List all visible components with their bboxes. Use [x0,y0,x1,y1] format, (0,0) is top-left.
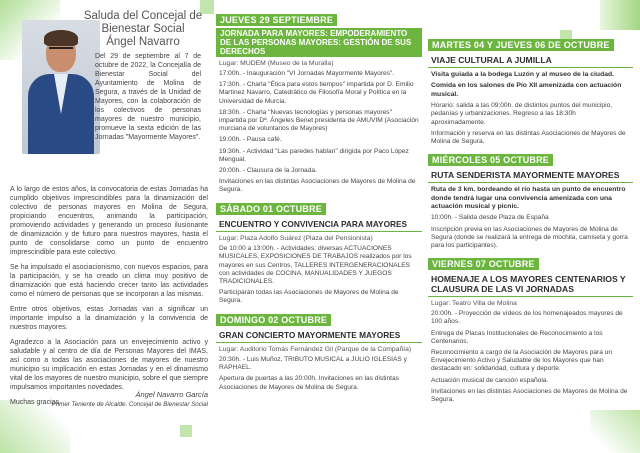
signature [10,390,208,408]
greeting-paragraph: A lo largo de estos años, la convocatoria de estas Jornadas ha cumplido objetivos imprescindibles para la dinamización del colectivo de personas mayores en Molina de Segura, propiciando encuentros, animando la participación, promoviendo actividades y generando un proceso ilusionante de dinamización y de futuro para nuestros mayores, hasta el punto de consolidarse como un punto de encuentro imprescindible para este colectivo. [10,186,208,256]
event-note: Información y reserva en las distintas Asociaciones de Mayores de Molina de Segura. [431,129,626,146]
greeting-paragraph: Se ha impulsado el asociacionismo, con nuevos espacios, para la participación, y se ha creado un clima muy positivo de dinamización que está haciendo crecer tanto las actividades como el número de personas que se incorporan a las mismas. [10,264,208,298]
schedule-item: 19:00h. - Pausa café. [219,136,282,144]
greeting-title [78,10,208,49]
event-location: Lugar: MUDEM (Museo de la Muralla) [219,60,334,67]
schedule-item: Entrega de Placas Institucionales de Reconocimiento a los Centenarios. [431,329,603,345]
day-header: DOMINGO 02 OCTUBRE [216,314,331,326]
event-note: Invitaciones en las distintas Asociaciones de Mayores de Molina de Segura. [431,387,628,404]
schedule-item: 20:30h. - Luis Muñoz, TRIBUTO MUSICAL a JULIO IGLESIAS y RAPHAEL. [219,356,407,372]
day-header: SÁBADO 01 OCTUBRE [216,203,326,215]
schedule-item: 20:00h. - Clausura de la Jornada. [219,167,317,175]
event-title: HOMENAJE A LOS MAYORES CENTENARIOS Y CLAUSURA DE LAS VI JORNADAS [428,272,633,297]
schedule-item: 17:30h. - Charla "Ética para estos tiempos" impartida por D. Emilio Martínez Navarro, Catedrático de Filosofía Moral y Política en la Universidad de Murcia. [219,81,414,105]
greeting-paragraph: Entre otros objetivos, estas Jornadas van a significar un importante impulso a la dinamización y la convivencia de nuestros mayores. [10,306,208,331]
program-right-column [428,35,633,404]
event-description: Comida en los salones de Pío XII amenizada con actuación musical. [431,82,622,98]
event-note: Participarán todas las Asociaciones de Mayores de Molina de Segura. [219,289,399,305]
event-schedule: Horario: salida a las 09:00h. de distintos puntos del municipio, pedanías y urbanizaciones. Regreso a las 18:30h aproximadamente. [431,102,613,126]
schedule-item: Actuación musical de canción española. [431,376,549,384]
signature-role: Primer Teniente de Alcalde. Concejal de Bienestar Social [51,401,208,408]
event-note: Invitaciones en las distintas Asociaciones de Mayores de Molina de Segura. [219,178,416,194]
schedule-item: 18:30h. - Charla "Nuevas tecnologías y personas mayores" impartida por Dª. Ángeles Benet presidenta de AMUVIM (Asociación murciana de voluntarios de Mayores) [219,108,419,133]
schedule-item: De 10:00 a 13:00h. - Actividades: diversas ACTUACIONES MUSICALES, EXPOSICIONES DE TRABAJOS realizados por los mayores en sus Centros, TALLERES INTERGENERACIONALES con actividades de COCINA, MANUALIDADES Y JUEGOS TRADICIONALES. [219,245,412,285]
event-location: Lugar: Auditorio Tomás Fernández Gil (Parque de la Compañía) [219,346,412,354]
program-middle-column [216,10,422,392]
schedule-item: 17:00h. - Inauguración "VI Jornadas Mayormente Mayores". [219,70,395,77]
day-header: MIÉRCOLES 05 OCTUBRE [428,154,553,166]
schedule-item: 19:30h. - Actividad "Las paredes hablan" dirigida por Paco López Mengual. [219,147,409,163]
greeting-title-line: Bienestar Social [101,23,185,35]
schedule-item: 20:00h. - Proyección de vídeos de los homenajeados mayores de 100 años. [431,310,623,326]
greeting-intro: Del 29 de septiembre al 7 de octubre de 2022, la Concejalía de Bienestar Social del Ayuntamiento de Molina de Segura, a través de la Unidad de Mayores, con la colaboración de los colectivos de personas mayores de nuestro municipio, promueve la sexta edición de las Jornadas "Mayormente Mayores". [95,53,201,141]
day-header: MARTES 04 Y JUEVES 06 DE OCTUBRE [428,39,614,51]
signature-name: Ángel Navarro García [135,390,208,399]
event-title: VIAJE CULTURAL A JUMILLA [428,53,633,68]
day-header: JUEVES 29 SEPTIEMBRE [216,14,337,26]
greeting-body [10,185,208,413]
greeting-paragraph: Agradezco a la Asociación para un envejecimiento activo y saludable y al centro de día de Personas Mayores del IMAS, así como a todas las asociaciones de mayores de nuestro municipio su implicación en estas Jornadas y en el dinamismo vital de los mayores de nuestro municipio, sobre el que siempre impulsamos importantes novedades. [10,339,208,391]
schedule-item: Reconocimiento a cargo de la Asociación de Mayores para un Envejecimiento Activo y Saludable de los Mayores que han destacado en: solidaridad, cultura y deporte. [431,349,613,373]
decorative-square [590,410,640,453]
event-note: Inscripción previa en las Asociaciones de Mayores de Molina de Segura (donde se realizará la entrega de mochila, camiseta y gorra para los participantes). [431,225,628,250]
event-title: GRAN CONCIERTO MAYORMENTE MAYORES [216,328,422,344]
event-note: Apertura de puertas a las 20:00h. Invitaciones en las distintas Asociaciones de Mayores de Molina de Segura. [219,375,399,391]
event-title: JORNADA PARA MAYORES: EMPODERAMIENTO DE LAS PERSONAS MAYORES: GESTIÓN DE SUS DERECHOS [216,28,422,57]
decorative-square [180,425,192,437]
greeting-title-line: Saluda del Concejal de [83,10,203,22]
schedule-item: 10:00h. - Salida desde Plaza de España [431,214,549,222]
event-description: Visita guiada a la bodega Luzón y al museo de la ciudad. [431,71,615,78]
event-description: Ruta de 3 km. bordeando el río hasta un punto de encuentro donde tendrá lugar una convivencia amenizada con una actuación musical y picnic. [431,186,626,211]
event-location: Lugar: Teatro Villa de Molina [431,300,517,308]
event-title: RUTA SENDERISTA MAYORMENTE MAYORES [428,168,633,183]
event-title: ENCUENTRO Y CONVIVENCIA PARA MAYORES [216,217,422,233]
day-header: VIERNES 07 OCTUBRE [428,258,539,270]
event-location: Lugar: Plaza Adolfo Suárez (Plaza del Pensionista) [219,235,373,243]
greeting-title-line: Ángel Navarro [106,36,180,48]
greeting-paragraph: Muchas gracias. [10,399,61,406]
decorative-square [600,0,640,30]
